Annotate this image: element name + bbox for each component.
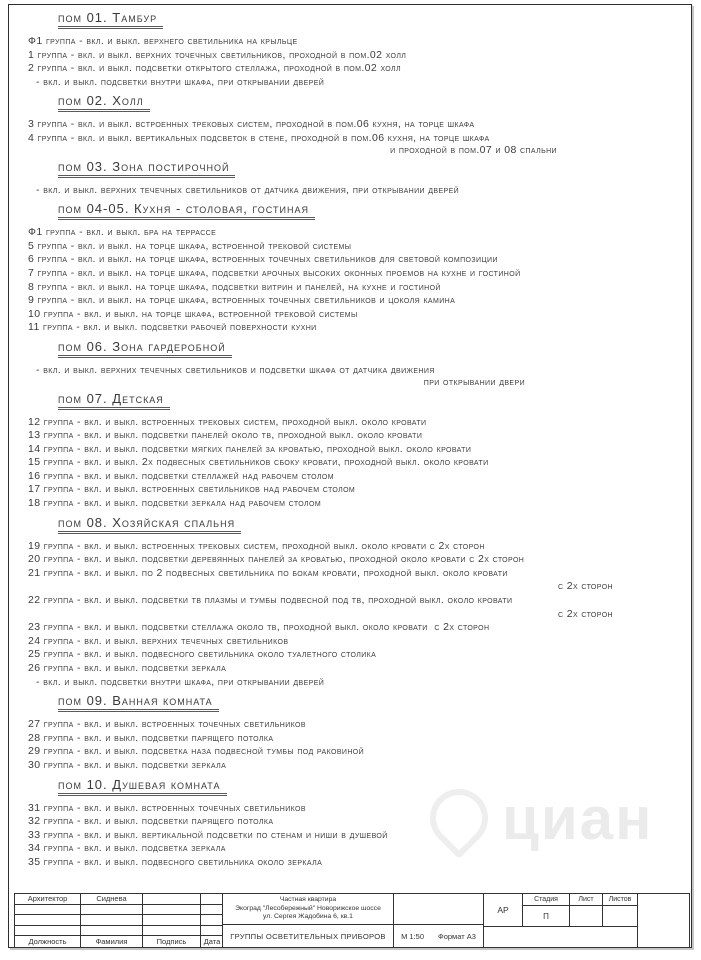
section-title (58, 692, 694, 712)
name-cell: Сиднева (81, 894, 143, 905)
group-line: 13 группа - вкл. и выкл. подсветки панелей около тв, проходной выкл. около кровати (28, 429, 423, 442)
group-line: Ф1 группа - вкл. и выкл. верхнего светильника на крыльце (28, 35, 298, 47)
scale-cell (394, 894, 484, 947)
watermark-text: циан (502, 784, 654, 852)
project-line: Экоград "Лесобережный" Новорижское шоссе (235, 904, 381, 912)
section-title-text: пом 01. Тамбур (58, 11, 163, 29)
sheets-value (603, 906, 637, 926)
group-line: 18 группа - вкл. и выкл. подсветки зеркала над рабочем столом (28, 497, 322, 510)
section-title-text: пом 02. Холл (58, 94, 150, 112)
section-title-text: пом 08. Хозяйская спальня (58, 516, 241, 534)
group-line: 5 группа - вкл. и выкл. на торце шкафа, встроенной трековой системы (28, 239, 352, 252)
sign-cell (143, 894, 201, 905)
section-title (58, 390, 694, 410)
group-line: 35 группа - вкл. и выкл. подвесного светильника около зеркала (28, 855, 323, 868)
project-info (223, 894, 394, 947)
group-line: 8 группа - вкл. и выкл. на торце шкафа, подсветки витрин и панелей, на кухне и гостиной (28, 280, 441, 293)
header-date: Дата (203, 937, 221, 947)
section-title (58, 200, 694, 220)
mark-ap: АР (484, 894, 523, 926)
group-line: 34 группа - вкл. и выкл. подсветка зеркала (28, 842, 226, 855)
group-line: 11 группа - вкл. и выкл. подсветки рабочей поверхности кухни (28, 321, 317, 334)
signature-table (15, 894, 223, 947)
group-line: 26 группа - вкл. и выкл. подсветки зеркала (28, 662, 227, 674)
group-line: 7 группа - вкл. и выкл. на торце шкафа, подсветки арочных высоких оконных проемов на кухне и гостиной (28, 266, 521, 279)
group-line: 31 группа - вкл. и выкл. встроенных точечных светильников (28, 801, 306, 814)
room-section (10, 158, 694, 198)
project-line: ул. Сергея Жадобина 6, кв.1 (263, 913, 353, 921)
note-line: - вкл. и выкл. верхних течечных светильников и подсветки шкафа от датчика движения (36, 363, 435, 376)
role-cell: Архитектор (15, 894, 81, 905)
continuation-line: при открывании двери (423, 375, 525, 388)
group-line: 20 группа - вкл. и выкл. подсветки деревянных панелей за кроватью, проходной около кровати с 2х сторон (28, 553, 525, 566)
section-title-text: пом 07. Детская (58, 392, 170, 410)
format-value: Формат А3 (438, 931, 476, 941)
group-line: 22 группа - вкл. и выкл. подсветки тв плазмы и тумбы подвесной под тв, проходной выкл. около кровати (28, 594, 513, 607)
header-role: Должность (15, 936, 81, 947)
group-line: 27 группа - вкл. и выкл. встроенных точечных светильников (28, 718, 306, 731)
drawing-title: ГРУППЫ ОСВЕТИТЕЛЬНЫХ ПРИБОРОВ (230, 931, 386, 941)
continuation-line: и проходной в пом.07 и 08 спальни (390, 143, 557, 156)
group-line: 9 группа - вкл. и выкл. на торце шкафа, встроенных точечных светильников и цоколя камина (28, 294, 456, 307)
section-title-text: пом 03. Зона постирочной (58, 160, 235, 178)
group-line: 30 группа - вкл. и выкл. подсветки зеркала (28, 758, 227, 771)
project-address (223, 894, 393, 925)
section-title-text: пом 06. Зона гардеробной (58, 340, 232, 358)
sheets-header: Листов (608, 896, 632, 903)
group-line: 12 группа - вкл. и выкл. встроенных трековых систем, проходной выкл. около кровати (28, 415, 427, 428)
title-block (14, 893, 690, 948)
group-line: 19 группа - вкл. и выкл. встроенных трековых систем, проходной выкл. около кровати с 2х сторон (28, 539, 485, 552)
group-line: 6 группа - вкл. и выкл. на торце шкафа, встроенных точечных светильников для световой композиции (28, 253, 498, 266)
section-title-text: пом 09. Ванная комната (58, 694, 219, 712)
note-line: - вкл. и выкл. верхних течечных светильников от датчика движения, при открывании дверей (36, 183, 460, 196)
section-title-text: пом 10. Душевая комната (58, 778, 227, 796)
section-title (58, 9, 694, 29)
group-line: 17 группа - вкл. и выкл. встроенных светильников над рабочем столом (28, 483, 356, 496)
group-line: 4 группа - вкл. и выкл. вертикальных подсветок в стене, проходной в пом.06 кухня, на торце шкафа (28, 131, 490, 144)
group-line: 25 группа - вкл. и выкл. подвесного светильника около туалетного столика (28, 648, 377, 661)
room-section (10, 338, 694, 387)
continuation-line: с 2х сторон (557, 580, 613, 593)
stage-header: Стадия (523, 894, 570, 905)
section-title-text: пом 04-05. Кухня - столовая, гостиная (58, 202, 315, 220)
sheet-header: Лист (570, 894, 603, 905)
section-title (58, 776, 694, 796)
continuation-line: с 2х сторон (557, 607, 613, 620)
date-cell (201, 894, 223, 905)
project-line: Частная квартира (279, 896, 337, 904)
note-line: - вкл. и выкл. подсветки внутри шкафа, при открывании дверей (36, 675, 325, 688)
room-section (10, 692, 694, 772)
title-block-empty-cell (638, 894, 689, 947)
group-line: 33 группа - вкл. и выкл. вертикальной подсветки по стенам и ниши в душевой (28, 828, 388, 841)
group-line: 16 группа - вкл. и выкл. подсветки стеллажей над рабочем столом (28, 469, 334, 482)
group-line: Ф1 группа - вкл. и выкл. бра на террассе (28, 226, 217, 239)
room-section (10, 776, 694, 870)
group-line: 29 группа - вкл. и выкл. подсветка наза подвесной тумбы под раковиной (28, 745, 365, 758)
section-title (58, 514, 694, 534)
group-line: 1 группа - вкл. и выкл. верхних точечных светильников, проходной в пом.02 холл (28, 48, 407, 61)
room-section (10, 514, 694, 690)
section-title (58, 92, 694, 112)
sheet-value (570, 906, 603, 926)
note-line: - вкл. и выкл. подсветки внутри шкафа, при открывании дверей (36, 75, 325, 88)
room-section (10, 92, 694, 154)
room-section (10, 9, 694, 89)
group-line: 28 группа - вкл. и выкл. подсветки парящего потолка (28, 731, 274, 744)
group-line: 23 группа - вкл. и выкл. подсветки стеллажа около тв, проходной выкл. около кровати с 2х сторон (28, 621, 490, 634)
group-line: 10 группа - вкл. и выкл. на торце шкафа, встроенной трековой системы (28, 307, 358, 320)
section-title (58, 338, 694, 358)
scale-value: М 1:50 (401, 931, 425, 941)
group-line: 21 группа - вкл. и выкл. по 2 подвесных светильника по бокам кровати, проходной выкл. около кровати (28, 566, 508, 579)
group-line: 3 группа - вкл. и выкл. встроенных трековых систем, проходной в пом.06 кухня, на торце шкафа (28, 118, 475, 131)
section-title (58, 158, 694, 178)
stage-value: П (523, 906, 570, 926)
group-line: 2 группа - вкл. и выкл. подсветки открытого стеллажа, проходной в пом.02 холл (28, 62, 402, 75)
stage-block (484, 894, 638, 947)
group-line: 14 группа - вкл. и выкл. подсветки мягких панелей за кроватью, проходной выкл. около кровати (28, 442, 472, 455)
lighting-groups-list (10, 6, 694, 870)
room-section (10, 200, 694, 335)
room-section (10, 390, 694, 511)
group-line: 15 группа - вкл. и выкл. 2х подвесных светильников сбоку кровати, проходной выкл. около кровати (28, 456, 489, 469)
header-signature: Подпись (143, 936, 201, 947)
header-surname: Фамилия (81, 936, 143, 947)
group-line: 32 группа - вкл. и выкл. подсветки парящего потолка (28, 815, 274, 828)
group-line: 24 группа - вкл. и выкл. верхних течечных светильников (28, 634, 289, 647)
